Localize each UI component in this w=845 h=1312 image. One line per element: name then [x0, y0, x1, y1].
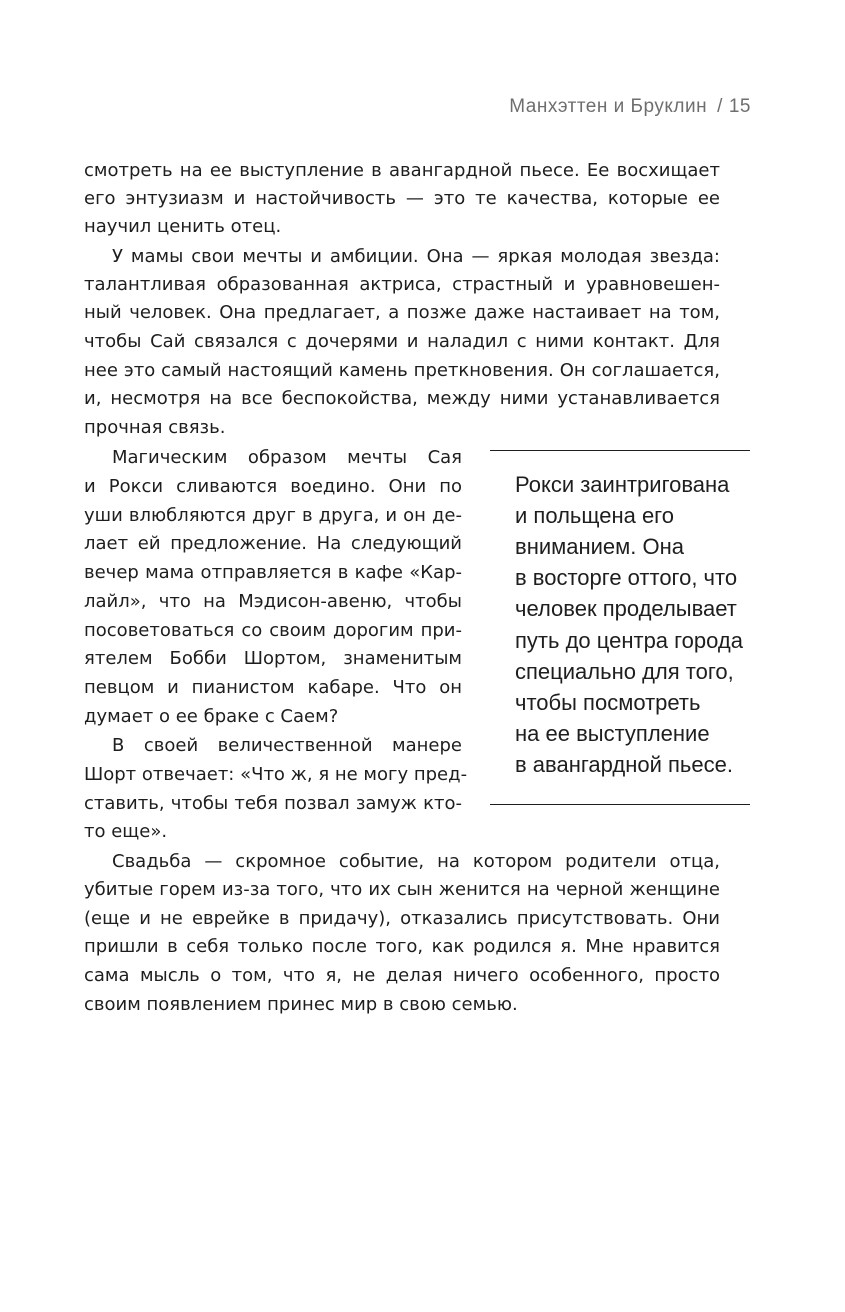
text-line: лайл», что на Мэдисон-авеню, чтобы [84, 591, 462, 612]
pull-quote-line: Рокси заинтригована [515, 472, 730, 497]
text-line: ятелем Бобби Шортом, знаменитым [84, 648, 462, 669]
text-line: пришли в себя только после того, как родился я. Мне нравится [84, 936, 720, 957]
text-line: талантливая образованная актриса, страстный и уравновешен- [84, 274, 720, 295]
text-line: нее это самый настоящий камень преткновения. Он соглашается, [84, 360, 720, 381]
pull-quote-line: вниманием. Она [515, 534, 685, 559]
text-line: вечер мама отправляется в кафе «Кар- [84, 562, 462, 583]
text-line: ставить, чтобы тебя позвал замуж кто- [84, 793, 462, 814]
page-number: 15 [728, 96, 751, 117]
text-line: его энтузиазм и настойчивость — это те качества, которые ее [84, 188, 720, 209]
text-line: певцом и пианистом кабаре. Что он [84, 677, 462, 698]
pull-quote-line: чтобы посмотреть [515, 690, 701, 715]
text-line: убитые горем из-за того, что их сын женится на черной женщине [84, 879, 720, 900]
pull-quote-line: специально для того, [515, 659, 734, 684]
text-line: сама мысль о том, что я, не делая ничего особенного, просто [84, 965, 720, 986]
running-head-title: Манхэттен и Бруклин [509, 96, 708, 117]
text-line: посоветоваться со своим дорогим при- [84, 620, 462, 641]
text-line: В своей величественной манере [112, 735, 462, 756]
text-line: смотреть на ее выступление в авангардной пьесе. Ее восхищает [84, 160, 720, 181]
text-line: и Рокси сливаются воедино. Они по [84, 476, 462, 497]
running-head [509, 96, 751, 118]
pull-quote-line: в восторге оттого, что [515, 565, 738, 590]
pull-quote-bottom-rule [490, 804, 750, 805]
text-line: уши влюбляются друг в друга, и он де- [84, 505, 462, 526]
text-line: ный человек. Она предлагает, а позже даже настаивает на том, [84, 302, 720, 323]
pull-quote-line: на ее выступление [515, 721, 710, 746]
text-line: то еще». [84, 821, 168, 842]
text-line: Магическим образом мечты Сая [112, 447, 462, 468]
running-head-separator: / [717, 96, 723, 117]
pull-quote-line: человек проделывает [515, 596, 737, 621]
text-line: Шорт отвечает: «Что ж, я не могу пред- [84, 764, 468, 785]
pull-quote-line: путь до центра города [515, 628, 743, 653]
text-line: чтобы Сай связался с дочерями и наладил с ними контакт. Для [84, 331, 720, 352]
pull-quote-line: и польщена его [515, 503, 674, 528]
pull-quote-line: в авангардной пьесе. [515, 752, 733, 777]
text-line: думает о ее браке с Саем? [84, 706, 339, 727]
text-line: научил ценить отец. [84, 216, 282, 237]
text-line: прочная связь. [84, 417, 226, 438]
pull-quote-top-rule [490, 450, 750, 451]
text-line: и, несмотря на все беспокойства, между ними устанавливается [84, 388, 720, 409]
text-line: лает ей предложение. На следующий [84, 533, 462, 554]
text-line: У мамы свои мечты и амбиции. Она — яркая молодая звезда: [112, 246, 720, 267]
text-line: Свадьба — скромное событие, на котором родители отца, [112, 851, 720, 872]
text-line: своим появлением принес мир в свою семью. [84, 994, 518, 1015]
text-line: (еще и не еврейке в придачу), отказались присутствовать. Они [84, 908, 720, 929]
